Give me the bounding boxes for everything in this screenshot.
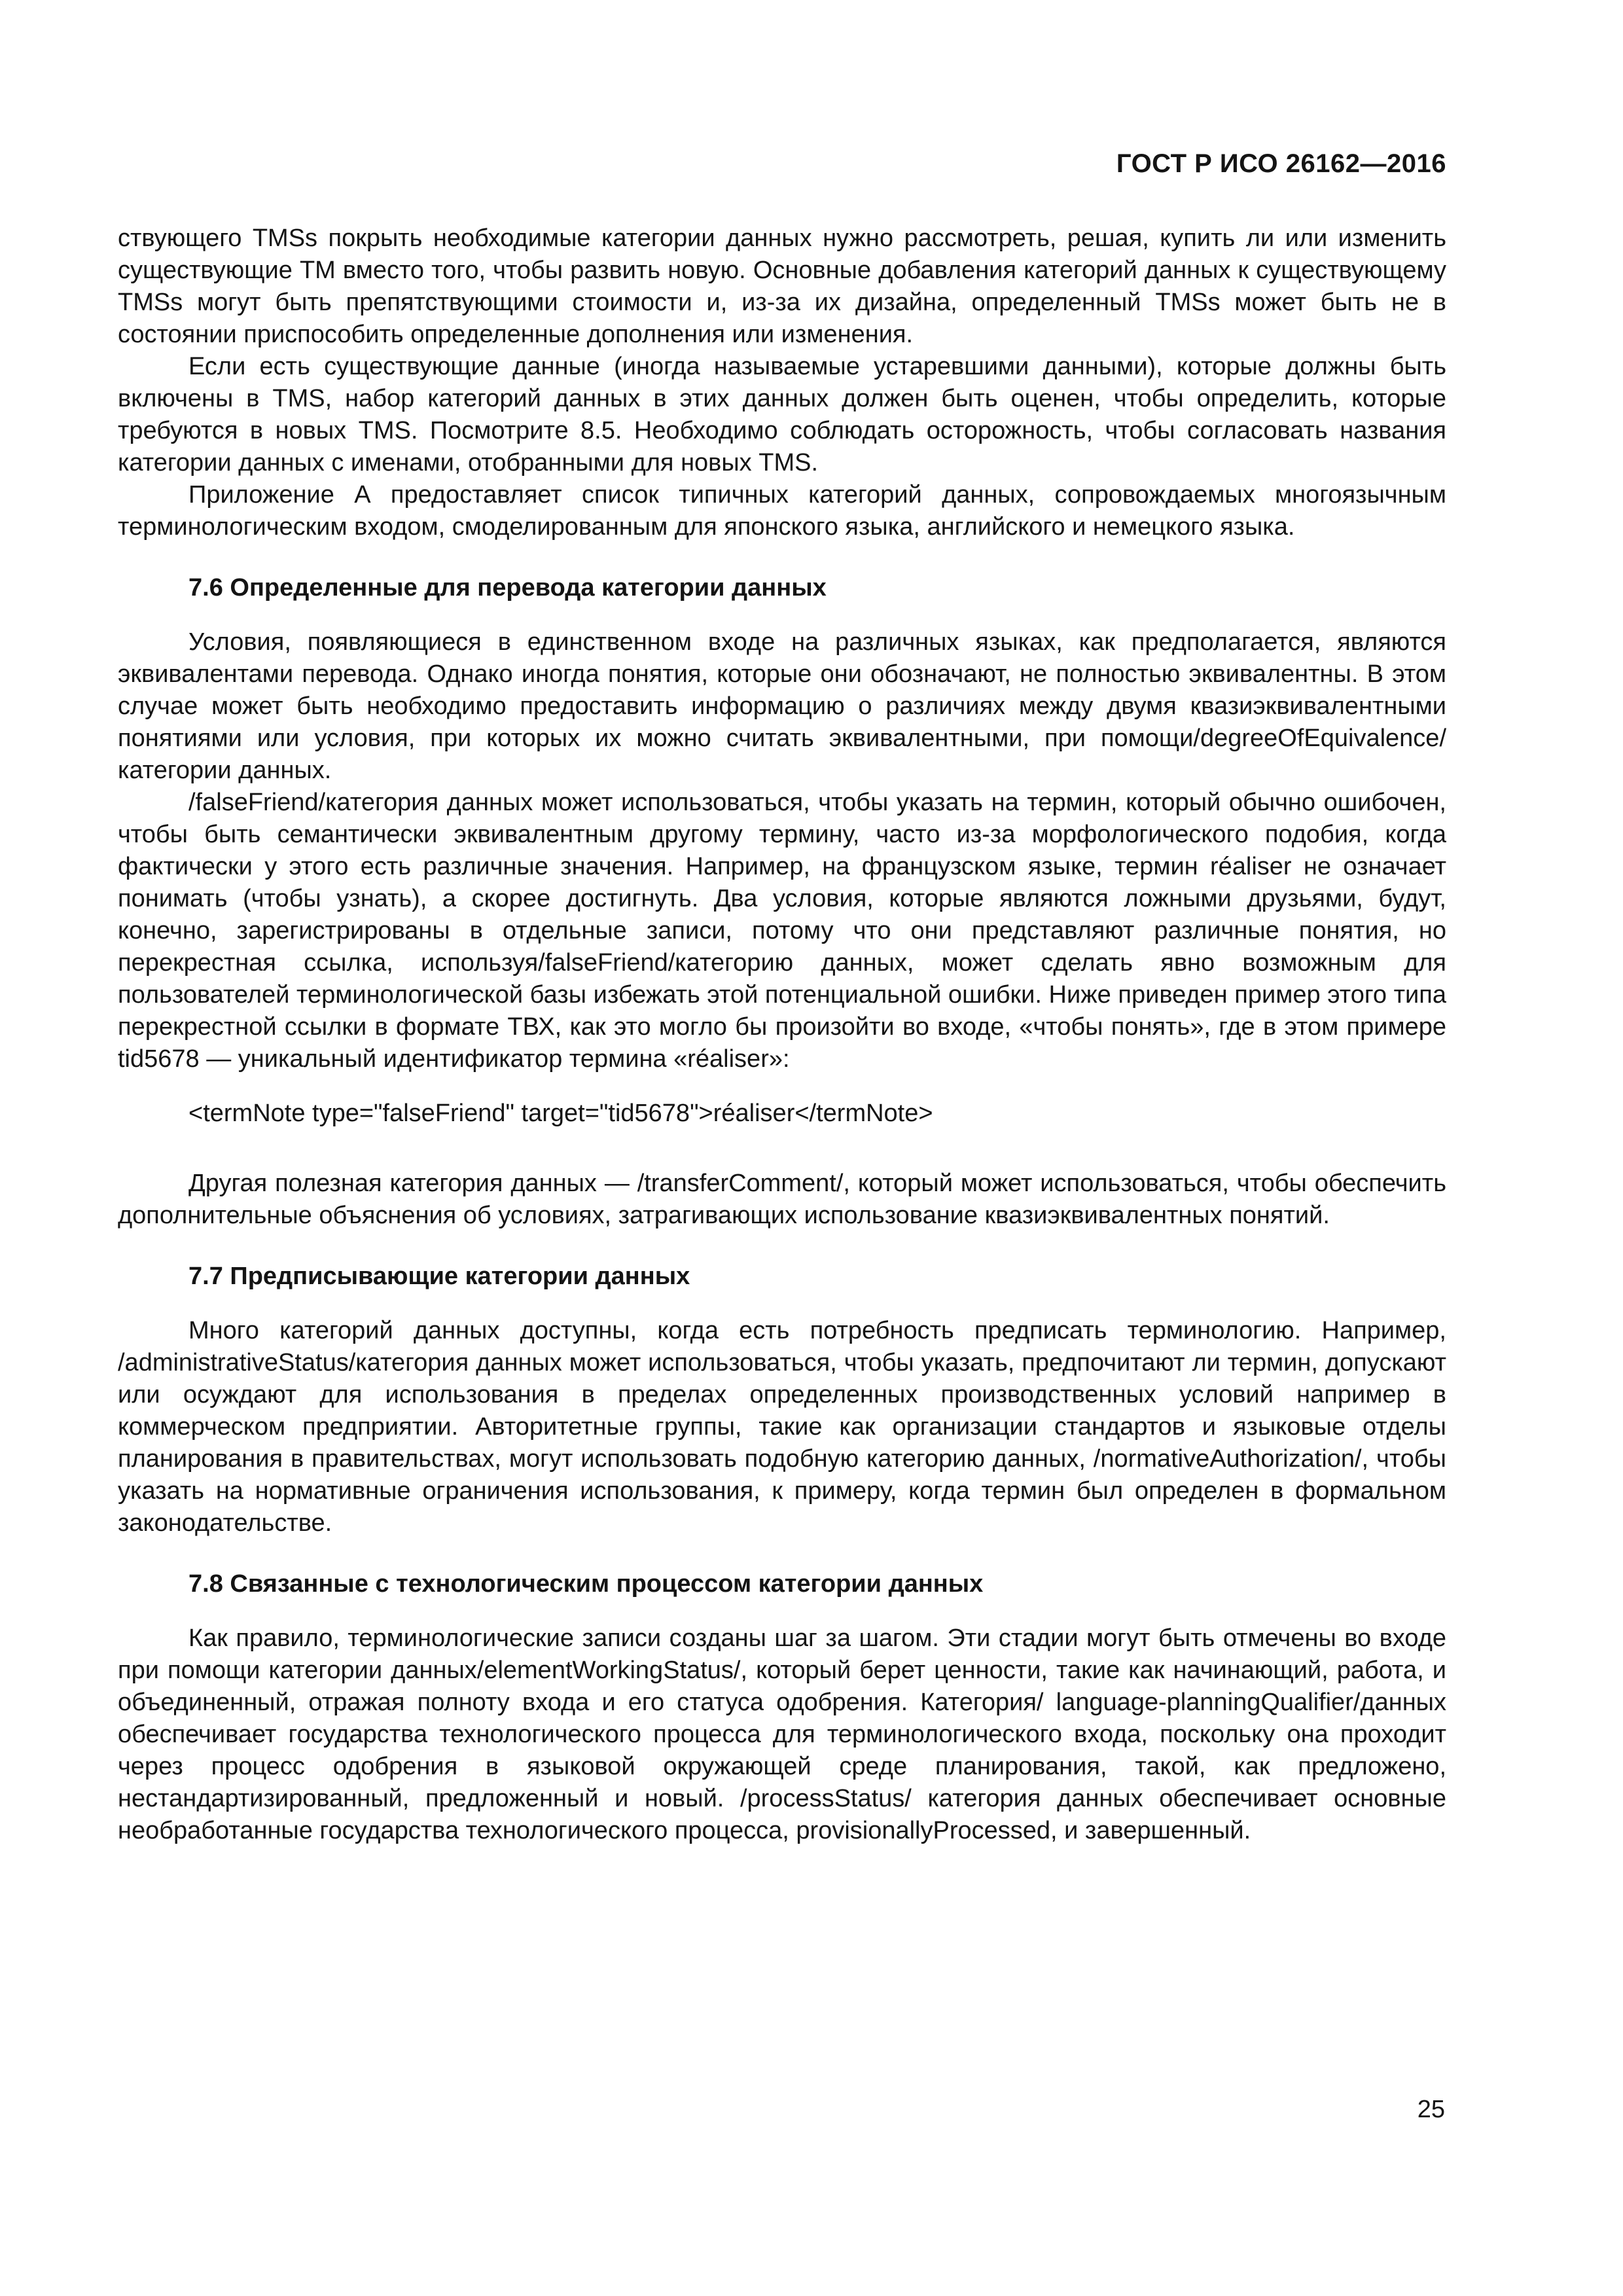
paragraph: Много категорий данных доступны, когда есть потребность предписать терминологию. Например, /administrativeStatus/категория данных может использоваться, чтобы указать, предпочитают ли термин, допускают или осуждают для использования в пределах определенных производственных условий например в коммерческом предприятии. Авторитетные группы, такие как организации стандартов и языковые отделы планирования в правительствах, могут использовать подобную категорию данных, /normativeAuthorization/, чтобы указать на нормативные ограничения использования, к примеру, когда термин был определен в формальном законодательстве. <box>118 1317 1446 1537</box>
paragraph: ствующего TMSs покрыть необходимые категории данных нужно рассмотреть, решая, купить ли или изменить существующие ТМ вместо того, чтобы развить новую. Основные добавления категорий данных к существующему TMSs могут быть препятствующими стоимости и, из-за их дизайна, определенный TMSs может быть не в состоянии приспособить определенные дополнения или изменения. <box>118 224 1446 348</box>
paragraph: Другая полезная категория данных — /transferComment/, который может использоваться, чтобы обеспечить дополнительные объяснения об условиях, затрагивающих использование квазиэквивалентных понятий. <box>118 1170 1446 1229</box>
paragraph: /falseFriend/категория данных может использоваться, чтобы указать на термин, который обычно ошибочен, чтобы быть семантически эквивалентным другому термину, часто из-за морфологического подобия, когда фактически у этого есть различные значения. Например, на французском языке, термин réaliser не означает понимать (чтобы узнать), а скорее достигнуть. Два условия, которые являются ложными друзьями, будут, конечно, зарегистрированы в отдельные записи, потому что они представляют различные понятия, но перекрестная ссылка, используя/falseFriend/категорию данных, может сделать явно возможным для пользователей терминологической базы избежать этой потенциальной ошибки. Ниже приведен пример этого типа перекрестной ссылки в формате ТВХ, как это могло бы произойти во входе, «чтобы понять», где в этом примере tid5678 — уникальный идентификатор термина «réaliser»: <box>118 789 1446 1073</box>
tbx-code-example: <termNote type="falseFriend" target="tid5678">réaliser</termNote> <box>188 1100 933 1127</box>
paragraph: Как правило, терминологические записи созданы шаг за шагом. Эти стадии могут быть отмечены во входе при помощи категории данных/elementWorkingStatus/, который берет ценности, такие как начинающий, работа, и объединенный, отражая полноту входа и его статуса одобрения. Категория/ language-planningQualifier/данных обеспечивает государства технологического процесса для терминологического входа, поскольку она проходит через процесс одобрения в языковой окружающей среде планирования, такой, как предложено, нестандартизированный, предложенный и новый. /processStatus/ категория данных обеспечивает основные необработанные государства технологического процесса, provisionallyProcessed, и завершенный. <box>118 1624 1446 1844</box>
section-heading-7-6: 7.6 Определенные для перевода категории данных <box>188 574 827 601</box>
paragraph: Условия, появляющиеся в единственном входе на различных языках, как предполагается, являются эквивалентами перевода. Однако иногда понятия, которые они обозначают, не полностью эквивалентны. В этом случае может быть необходимо предоставить информацию о различиях между двумя квазиэквивалентными понятиями или условия, при которых их можно считать эквивалентными, при помощи/degreeOfEquivalence/категории данных. <box>118 628 1446 784</box>
document-standard-id: ГОСТ Р ИСО 26162—2016 <box>1116 149 1446 178</box>
page-body <box>118 223 1446 1847</box>
paragraph: Если есть существующие данные (иногда называемые устаревшими данными), которые должны быть включены в TMS, набор категорий данных в этих данных должен быть оценен, чтобы определить, которые требуются в новых TMS. Посмотрите 8.5. Необходимо соблюдать осторожность, чтобы согласовать названия категории данных с именами, отобранными для новых TMS. <box>118 353 1446 476</box>
section-heading-7-8: 7.8 Связанные с технологическим процессом категории данных <box>188 1570 984 1598</box>
page-number: 25 <box>1417 2096 1445 2123</box>
paragraph: Приложение А предоставляет список типичных категорий данных, сопровождаемых многоязычным терминологическим входом, смоделированным для японского языка, английского и немецкого языка. <box>118 481 1446 541</box>
section-heading-7-7: 7.7 Предписывающие категории данных <box>188 1263 690 1290</box>
